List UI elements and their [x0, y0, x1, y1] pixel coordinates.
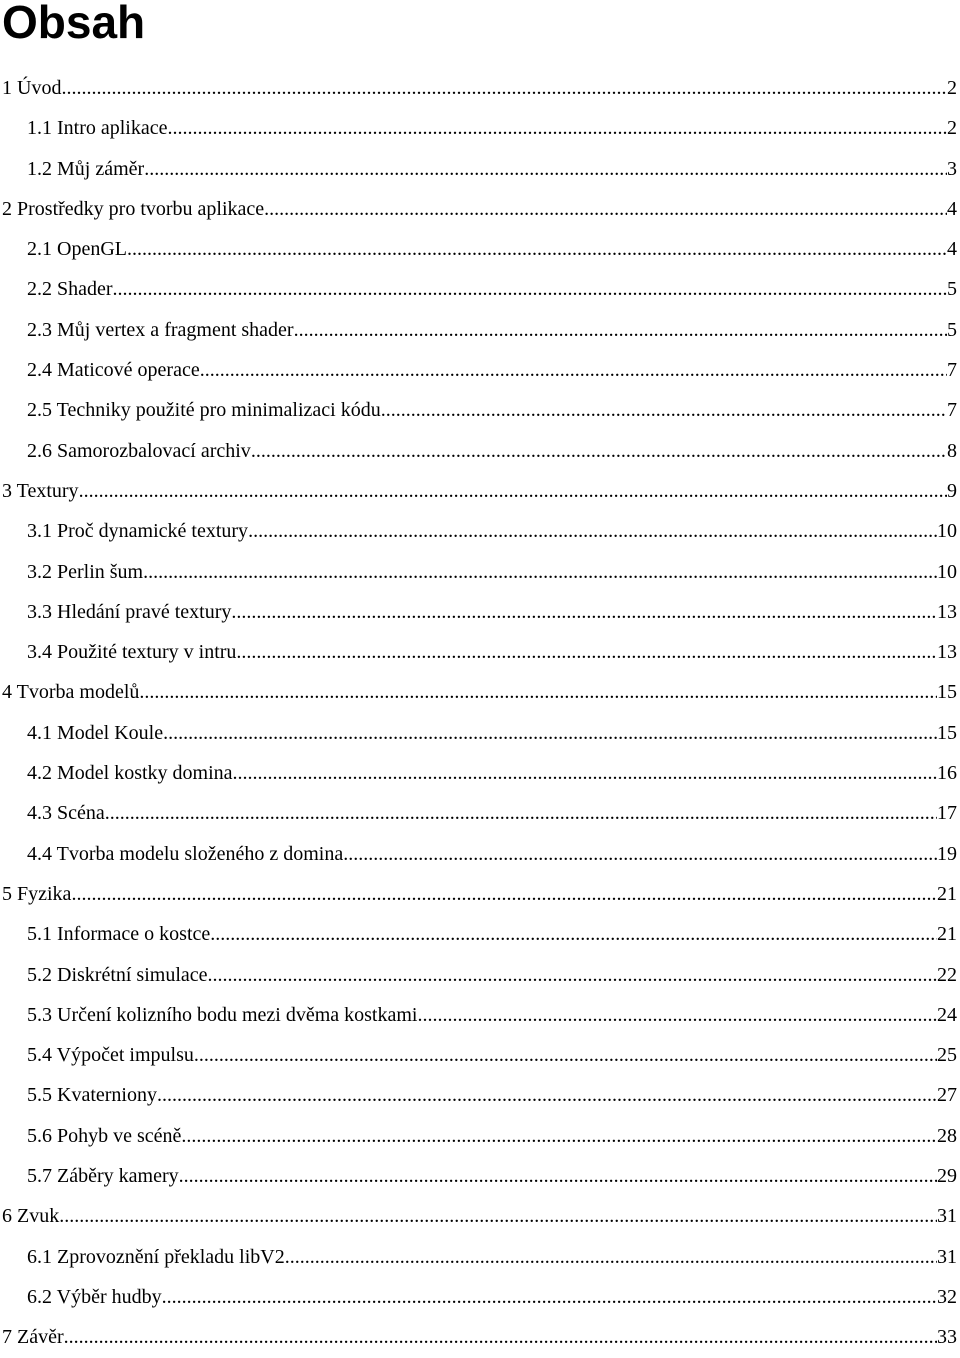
toc-section-entry[interactable] [0, 1075, 960, 1115]
toc-chapter-entry[interactable] [0, 672, 960, 712]
toc-entry-title: 5.3 Určení kolizního bodu mezi dvěma kostkami [27, 1003, 418, 1026]
toc-dot-leader [208, 955, 937, 995]
toc-dot-leader [343, 834, 937, 874]
toc-page-number: 15 [937, 681, 957, 704]
toc-dot-leader [143, 552, 937, 592]
toc-chapter-entry[interactable] [0, 1196, 960, 1236]
toc-page-number: 28 [937, 1124, 957, 1147]
toc-page-number: 7 [947, 399, 957, 422]
toc-dot-leader [194, 1035, 937, 1075]
toc-entry-title: 4.1 Model Koule [27, 721, 164, 744]
toc-section-entry[interactable] [0, 390, 960, 430]
toc-dot-leader [381, 390, 947, 430]
toc-dot-leader [157, 1075, 937, 1115]
toc-entry-title: 6 Zvuk [2, 1205, 60, 1228]
toc-page-number: 3 [947, 157, 957, 180]
toc-entry-title: 3 Textury [2, 479, 79, 502]
toc-section-entry[interactable] [0, 793, 960, 833]
toc-dot-leader [179, 1156, 937, 1196]
toc-section-entry[interactable] [0, 632, 960, 672]
toc-chapter-entry[interactable] [0, 874, 960, 914]
toc-entry-title: 2.2 Shader [27, 278, 113, 301]
toc-entry-title: 2.1 OpenGL [27, 238, 127, 261]
toc-page-number: 16 [937, 762, 957, 785]
toc-page-number: 17 [937, 802, 957, 825]
toc-section-entry[interactable] [0, 834, 960, 874]
toc-dot-leader [105, 793, 937, 833]
toc-section-entry[interactable] [0, 1237, 960, 1277]
toc-section-entry[interactable] [0, 1035, 960, 1075]
toc-page-number: 4 [947, 238, 957, 261]
toc-entry-title: 5.7 Záběry kamery [27, 1165, 179, 1188]
toc-section-entry[interactable] [0, 713, 960, 753]
toc-entry-title: 5.5 Kvaterniony [27, 1084, 157, 1107]
toc-entry-title: 4 Tvorba modelů [2, 681, 140, 704]
toc-section-entry[interactable] [0, 1156, 960, 1196]
toc-section-entry[interactable] [0, 431, 960, 471]
toc-dot-leader [113, 269, 947, 309]
toc-entry-title: 3.1 Proč dynamické textury [27, 520, 249, 543]
toc-dot-leader [294, 310, 947, 350]
toc-page-number: 15 [937, 721, 957, 744]
toc-page-number: 29 [937, 1165, 957, 1188]
toc-page-number: 2 [947, 77, 957, 99]
toc-chapter-entry[interactable] [0, 68, 960, 108]
toc-entry-title: 1 Úvod [2, 77, 62, 99]
table-of-contents [0, 68, 960, 1358]
toc-dot-leader [168, 108, 948, 148]
toc-entry-title: 4.2 Model kostky domina [27, 762, 233, 785]
toc-dot-leader [181, 1116, 937, 1156]
toc-page-number: 5 [947, 318, 957, 341]
toc-page-number: 4 [947, 197, 957, 220]
toc-section-entry[interactable] [0, 350, 960, 390]
toc-entry-title: 2.6 Samorozbalovací archiv [27, 439, 251, 462]
toc-dot-leader [200, 350, 947, 390]
toc-section-entry[interactable] [0, 108, 960, 148]
toc-dot-leader [417, 995, 937, 1035]
toc-entry-title: 2.5 Techniky použité pro minimalizaci kódu [27, 399, 381, 422]
toc-entry-title: 5.6 Pohyb ve scéně [27, 1124, 182, 1147]
toc-entry-title: 1.1 Intro aplikace [27, 117, 168, 140]
toc-page-number: 27 [937, 1084, 957, 1107]
toc-section-entry[interactable] [0, 552, 960, 592]
toc-entry-title: 5.2 Diskrétní simulace [27, 963, 208, 986]
toc-page-number: 10 [937, 560, 957, 583]
toc-page-number: 5 [947, 278, 957, 301]
toc-entry-title: 7 Závěr [2, 1326, 64, 1349]
toc-dot-leader [248, 511, 937, 551]
toc-entry-title: 1.2 Můj záměr [27, 157, 145, 180]
toc-page-number: 32 [937, 1285, 957, 1308]
toc-page-number: 9 [947, 479, 957, 502]
toc-dot-leader [59, 1196, 937, 1236]
toc-entry-title: 2.3 Můj vertex a fragment shader [27, 318, 294, 341]
toc-dot-leader [251, 431, 947, 471]
toc-entry-title: 3.4 Použité textury v intru [27, 641, 237, 664]
toc-entry-title: 3.3 Hledání pravé textury [27, 600, 232, 623]
toc-section-entry[interactable] [0, 511, 960, 551]
toc-dot-leader [163, 713, 937, 753]
toc-section-entry[interactable] [0, 955, 960, 995]
toc-page-number: 2 [947, 117, 957, 140]
toc-page-number: 7 [947, 359, 957, 382]
toc-section-entry[interactable] [0, 592, 960, 632]
toc-entry-title: 2 Prostředky pro tvorbu aplikace [2, 197, 265, 220]
toc-dot-leader [64, 1317, 937, 1357]
toc-page-number: 31 [937, 1245, 957, 1268]
toc-page-number: 22 [937, 963, 957, 986]
toc-section-entry[interactable] [0, 914, 960, 954]
toc-chapter-entry[interactable] [0, 189, 960, 229]
toc-page-number: 24 [937, 1003, 957, 1026]
toc-dot-leader [79, 471, 947, 511]
toc-entry-title: 3.2 Perlin šum [27, 560, 144, 583]
toc-dot-leader [231, 592, 937, 632]
toc-section-entry[interactable] [0, 269, 960, 309]
toc-dot-leader [162, 1277, 937, 1317]
toc-dot-leader [71, 874, 937, 914]
toc-page-number: 33 [937, 1326, 957, 1349]
toc-section-entry[interactable] [0, 229, 960, 269]
toc-entry-title: 6.2 Výběr hudby [27, 1285, 162, 1308]
toc-dot-leader [264, 189, 947, 229]
toc-page-number: 31 [937, 1205, 957, 1228]
toc-entry-title: 5.4 Výpočet impulsu [27, 1044, 194, 1067]
toc-dot-leader [236, 632, 937, 672]
toc-page-number: 13 [937, 600, 957, 623]
toc-dot-leader [210, 914, 937, 954]
toc-entry-title: 4.3 Scéna [27, 802, 105, 825]
toc-chapter-entry[interactable] [0, 1317, 960, 1357]
page-title: Obsah [2, 0, 146, 48]
toc-page-number: 19 [937, 842, 957, 865]
toc-entry-title: 5 Fyzika [2, 882, 72, 905]
toc-section-entry[interactable] [0, 995, 960, 1035]
toc-section-entry[interactable] [0, 310, 960, 350]
toc-dot-leader [61, 68, 947, 108]
toc-page-number: 10 [937, 520, 957, 543]
toc-dot-leader [127, 229, 947, 269]
toc-section-entry[interactable] [0, 149, 960, 189]
toc-dot-leader [139, 672, 937, 712]
toc-page-number: 13 [937, 641, 957, 664]
toc-dot-leader [233, 753, 937, 793]
toc-entry-title: 2.4 Maticové operace [27, 359, 200, 382]
toc-page-number: 21 [937, 882, 957, 905]
toc-chapter-entry[interactable] [0, 471, 960, 511]
toc-page-number: 25 [937, 1044, 957, 1067]
toc-dot-leader [285, 1237, 937, 1277]
toc-entry-title: 4.4 Tvorba modelu složeného z domina [27, 842, 344, 865]
toc-entry-title: 5.1 Informace o kostce [27, 923, 211, 946]
toc-section-entry[interactable] [0, 1277, 960, 1317]
toc-section-entry[interactable] [0, 753, 960, 793]
toc-page-number: 8 [947, 439, 957, 462]
toc-entry-title: 6.1 Zprovoznění překladu libV2 [27, 1245, 285, 1268]
toc-dot-leader [144, 149, 947, 189]
toc-page-number: 21 [937, 923, 957, 946]
toc-section-entry[interactable] [0, 1116, 960, 1156]
